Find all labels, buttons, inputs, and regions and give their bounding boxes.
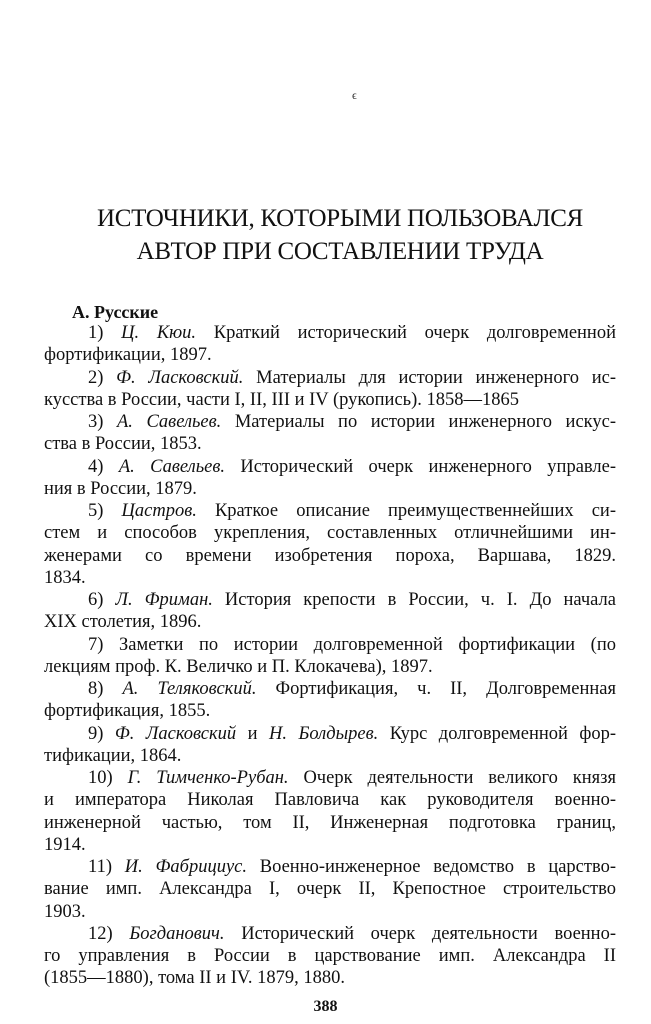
- entry-author: Ф. Ласковский: [114, 723, 237, 744]
- entry-continuation-line: вание имп. Александра I, очерк II, Крепостное строительство: [44, 879, 616, 900]
- entry-number: 9): [88, 723, 115, 744]
- entry-first-line: [44, 634, 616, 656]
- entry-continuation-line: лекциям проф. К. Величко и П. Клокачева), 1897.: [44, 656, 433, 677]
- entry-number: 6): [88, 590, 116, 610]
- entry-author: А. Теляковский.: [122, 679, 257, 699]
- entry-number: 1): [88, 323, 122, 343]
- entry-continuation-line: XIX столетия, 1896.: [44, 612, 202, 633]
- entry-continuation-line: инженерной частью, том II, Инженерная подготовка границ,: [44, 812, 616, 833]
- entry-number: 5): [88, 501, 122, 521]
- entry-first-line: [44, 923, 616, 945]
- entry-continuation-line: 1903.: [44, 901, 86, 922]
- bibliography-entry: [44, 500, 616, 589]
- entry-text: Исторический очерк деятельности военно-: [224, 923, 616, 944]
- entry-conjunction: и: [236, 723, 270, 744]
- entry-continuation-line: фортификация, 1855.: [44, 701, 211, 722]
- entry-author: Н. Болдырев.: [269, 723, 379, 744]
- page-title-line-2: АВТОР ПРИ СОСТАВЛЕНИИ ТРУДА: [136, 238, 544, 265]
- entry-first-line: [44, 367, 616, 389]
- entry-continuation-line: фортификации, 1897.: [44, 345, 212, 366]
- entry-text: Курс долговременной фор-: [378, 723, 616, 744]
- entry-text: Фортификация, ч. II, Долговременная: [256, 679, 616, 699]
- bibliography-entry: [44, 456, 616, 501]
- page-title-line-1: ИСТОЧНИКИ, КОТОРЫМИ ПОЛЬЗОВАЛСЯ: [97, 205, 583, 232]
- entry-first-line: [44, 500, 616, 522]
- bibliography-entry: [44, 678, 616, 723]
- entry-number: 12): [88, 923, 130, 944]
- entry-author: Ц. Кюи.: [121, 323, 197, 343]
- entry-author: А. Савельев.: [118, 456, 225, 477]
- entry-number: 4): [88, 456, 119, 477]
- entry-number: 10): [88, 768, 128, 788]
- entry-number: 8): [88, 679, 123, 699]
- entry-author: И. Фабрициус.: [124, 857, 247, 877]
- entry-number: 11): [88, 857, 125, 877]
- section-heading: А. Русские: [72, 302, 159, 322]
- entry-text: Краткое описание преимущественнейших си-: [196, 501, 616, 521]
- entry-author: Богданович.: [129, 923, 225, 944]
- entry-text: Краткий исторический очерк долговременной: [196, 323, 616, 343]
- entry-text: Военно-инженерное ведомство в царство-: [247, 857, 616, 877]
- entry-text: Заметки по истории долговременной фортификации (по: [119, 634, 616, 655]
- entry-first-line: [44, 456, 616, 478]
- entry-text: Материалы по истории инженерного искус-: [221, 412, 616, 432]
- entry-continuation-line: 1914.: [44, 834, 86, 855]
- entry-continuation-line: ства в России, 1853.: [44, 434, 202, 455]
- stray-mark: ϵ: [352, 88, 357, 102]
- entry-author: Ф. Ласковский.: [116, 367, 244, 388]
- entry-first-line: [44, 723, 616, 745]
- entry-continuation-line: тификации, 1864.: [44, 745, 182, 766]
- entry-author: А. Савельев.: [116, 412, 222, 432]
- bibliography-entry: [44, 723, 616, 768]
- bibliography-entry: [44, 856, 616, 923]
- entry-number: 2): [88, 367, 117, 388]
- entry-continuation-line: стем и способов укрепления, составленных отличнейшими ин-: [44, 523, 616, 544]
- entry-first-line: [44, 767, 616, 789]
- entry-number: 7): [88, 634, 120, 655]
- entry-continuation-line: 1834.: [44, 567, 86, 588]
- entry-continuation-line: женерами со времени изобретения пороха, Варшава, 1829.: [44, 545, 616, 566]
- entry-first-line: [44, 856, 616, 878]
- entry-text: Очерк деятельности великого князя: [288, 768, 616, 788]
- entry-first-line: [44, 411, 616, 433]
- bibliography-entry: [44, 589, 616, 634]
- bibliography-entry: [44, 767, 616, 856]
- entry-author: Л. Фриман.: [115, 590, 213, 610]
- entry-first-line: [44, 322, 616, 344]
- entry-continuation-line: кусства в России, части I, II, III и IV (рукопись). 1858—1865: [44, 389, 520, 410]
- bibliography-entry: [44, 923, 616, 990]
- entry-text: Исторический очерк инженерного управле-: [224, 456, 616, 477]
- bibliography-entry: [44, 634, 616, 679]
- bibliography-list: [44, 322, 616, 990]
- bibliography-entry: [44, 367, 616, 412]
- entry-continuation-line: и императора Николая Павловича как руководителя военно-: [44, 790, 616, 811]
- entry-author: Г. Тимченко-Рубан.: [127, 768, 289, 788]
- entry-first-line: [44, 589, 616, 611]
- entry-continuation-line: ния в России, 1879.: [44, 478, 197, 499]
- entry-number: 3): [88, 412, 117, 432]
- bibliography-entry: [44, 322, 616, 367]
- entry-first-line: [44, 678, 616, 700]
- entry-author: Цастров.: [121, 501, 197, 521]
- entry-text: Материалы для истории инженерного ис-: [243, 367, 616, 388]
- entry-text: История крепости в России, ч. I. До начала: [212, 590, 616, 610]
- entry-continuation-line: го управления в России в царствование имп. Александра II: [44, 946, 616, 966]
- page-number: 388: [313, 998, 338, 1015]
- entry-continuation-line: (1855—1880), тома II и IV. 1879, 1880.: [44, 968, 345, 989]
- bibliography-entry: [44, 411, 616, 456]
